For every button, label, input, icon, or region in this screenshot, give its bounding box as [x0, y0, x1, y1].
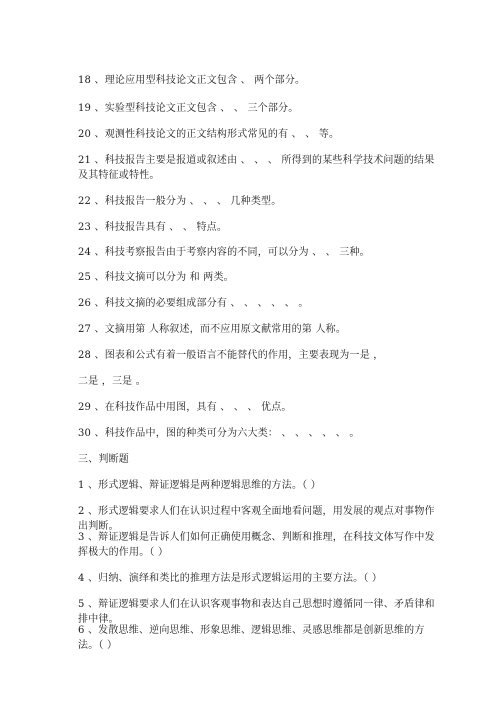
- question-30: 30 、科技作品中，图的种类可分为六大类： 、 、 、 、 、 。: [78, 428, 360, 439]
- tf-question-1: 1 、形式逻辑、辩证逻辑是两种逻辑思维的方法。（ ）: [78, 480, 321, 491]
- question-26: 26 、科技文摘的必要组成部分有 、 、 、 、 、 。: [78, 298, 309, 309]
- question-28-continued: 二是 ，三是 。: [78, 376, 146, 387]
- question-27: 27 、文摘用第 人称叙述，而不应用原文献常用的第 人称。: [78, 324, 347, 335]
- question-22: 22 、科技报告一般分为 、 、 、 几种类型。: [78, 196, 282, 207]
- tf-question-6: 6 、发散思维、逆向思维、形象思维、逻辑思维、灵感思维都是创新思维的方法。（ ）: [78, 625, 425, 651]
- question-21: 21 、科技报告主要是报道或叙述由 、 、 、 所得到的某些科学技术问题的结果及其特征或特性。: [78, 155, 435, 181]
- question-29: 29 、在科技作品中用图，具有 、 、 、 优点。: [78, 402, 292, 413]
- question-18: 18 、理论应用型科技论文正文包含 、 两个部分。: [78, 75, 306, 86]
- question-24: 24 、科技考察报告由于考察内容的不同，可以分为 、 、 三种。: [78, 247, 370, 258]
- tf-question-5: 5 、辩证逻辑要求人们在认识客观事物和表达自己思想时遵循同一律、矛盾律和排中律。: [78, 599, 435, 625]
- question-19: 19 、实验型科技论文正文包含 、 、 三个部分。: [78, 103, 299, 114]
- question-20: 20 、观测性科技论文的正文结构形式常见的有 、 、 等。: [78, 129, 340, 140]
- tf-question-2: 2 、形式逻辑要求人们在认识过程中客观全面地看问题，用发展的观点对事物作出判断。: [78, 506, 435, 532]
- question-23: 23 、科技报告具有 、 、 特点。: [78, 222, 228, 233]
- tf-question-4: 4 、归纳、演绎和类比的推理方法是形式逻辑运用的主要方法。（ ）: [78, 573, 383, 584]
- tf-question-3: 3 、辩证逻辑是告诉人们如何正确使用概念、判断和推理，在科技文体写作中发挥极大的作用。（ ）: [78, 532, 435, 558]
- section-heading-true-false: 三、判断题: [78, 454, 129, 465]
- question-25: 25 、科技文摘可以分为 和 两类。: [78, 272, 234, 283]
- question-28: 28 、图表和公式有着一般语言不能替代的作用，主要表现为一是 ，: [78, 350, 384, 361]
